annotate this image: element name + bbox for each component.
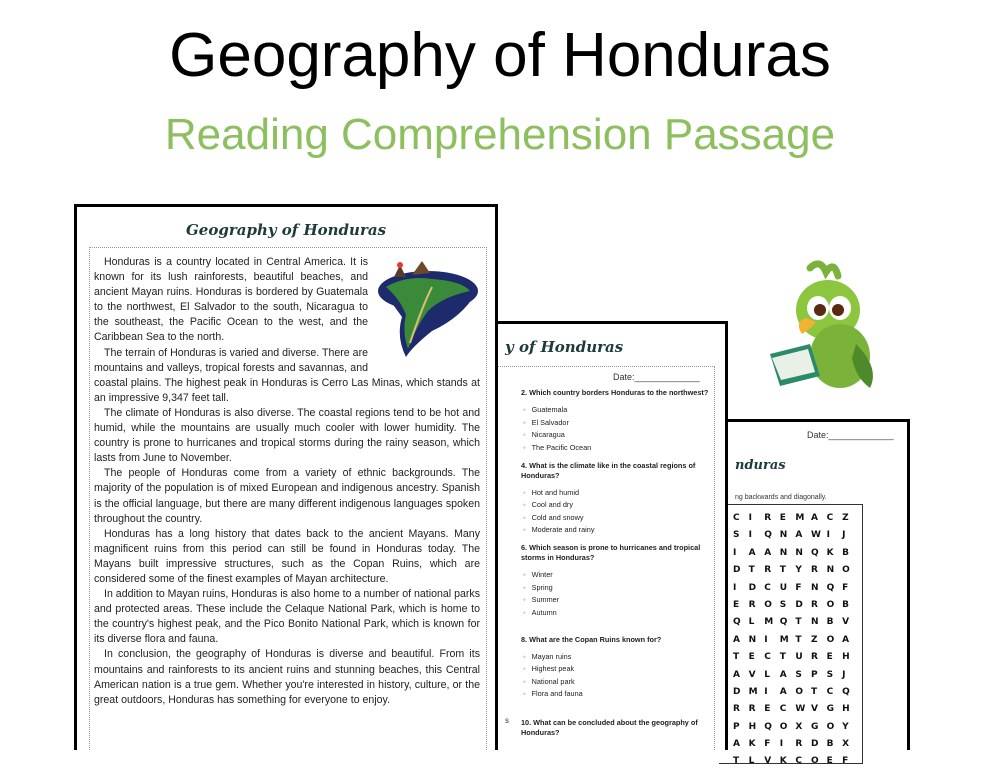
grid-letter: Q — [764, 721, 772, 732]
grid-row — [733, 704, 862, 721]
grid-letter: S — [779, 599, 787, 610]
passage-text — [94, 255, 480, 708]
option-list — [521, 570, 711, 617]
honduras-map-illustration — [372, 257, 480, 361]
grid-letter: N — [779, 530, 788, 541]
grid-letter: I — [733, 582, 737, 593]
grid-letter: G — [810, 721, 819, 732]
grid-letter: O — [826, 599, 835, 610]
grid-row — [733, 513, 862, 530]
grid-letter: T — [795, 634, 802, 645]
grid-letter: D — [733, 686, 741, 697]
grid-letter: N — [748, 634, 757, 645]
grid-row — [733, 756, 862, 773]
grid-row — [733, 722, 862, 739]
grid-letter: T — [733, 756, 740, 767]
grid-letter: R — [733, 704, 740, 715]
grid-letter: N — [810, 582, 819, 593]
grid-row — [733, 739, 862, 756]
grid-letter: T — [748, 565, 755, 576]
grid-letter: T — [733, 652, 740, 663]
grid-letter: I — [748, 530, 752, 541]
grid-letter: D — [795, 599, 803, 610]
grid-letter: R — [748, 599, 756, 610]
paragraph: The climate of Honduras is also diverse. The coastal regions tend to be hot and humid, while the mountains are usually much cooler with lower humidity. The country is prone to hurricanes and tropical storms during the rainy season, which lasts from June to November. — [94, 406, 480, 465]
question: 4. What is the climate like in the coastal regions of Honduras? — [521, 460, 696, 480]
grid-row — [733, 565, 862, 582]
grid-letter: S — [826, 669, 834, 680]
wordsearch-title: nduras — [735, 458, 786, 473]
answer-option[interactable]: ◦ Guatemala — [523, 405, 711, 414]
grid-letter: G — [826, 704, 834, 715]
grid-row — [733, 600, 862, 617]
grid-letter: S — [795, 669, 802, 680]
question: 6. Which season is prone to hurricanes and tropical storms in Honduras? — [521, 543, 701, 562]
question: 8. What are the Copan Ruins known for? — [521, 634, 662, 644]
grid-row — [733, 530, 862, 547]
answer-option[interactable]: ◦ Autumn — [523, 608, 711, 617]
grid-row — [733, 583, 862, 600]
grid-letter: C — [764, 582, 771, 593]
grid-letter: N — [795, 547, 803, 558]
option-list — [521, 652, 711, 699]
answer-option[interactable]: ◦ Hot and humid — [523, 488, 711, 497]
grid-letter: T — [795, 617, 802, 628]
grid-letter: X — [842, 739, 850, 750]
grid-letter: C — [764, 652, 771, 663]
option-list — [521, 405, 711, 452]
grid-letter: K — [748, 739, 756, 750]
paragraph: Honduras has a long history that dates back to the ancient Mayans. Many magnificent ruins from this period can still be found in Honduras today. The Mayans built impressive structures, such as the Copan Ruins, which are considered some of the finest examples of Mayan architecture. — [94, 527, 480, 585]
grid-letter: D — [810, 739, 819, 750]
grid-letter: O — [795, 686, 804, 697]
answer-option[interactable]: ◦ Summer — [523, 595, 711, 604]
option-list — [521, 488, 711, 535]
instruction-text: ng backwards and diagonally. — [735, 494, 827, 501]
grid-letter: V — [810, 704, 818, 715]
grid-letter: H — [842, 704, 850, 715]
grid-letter: M — [764, 617, 774, 628]
grid-letter: Y — [795, 565, 802, 576]
grid-letter: C — [826, 686, 834, 697]
question: 2. Which country borders Honduras to the northwest? — [521, 388, 709, 397]
grid-letter: R — [810, 652, 818, 663]
wordsearch-page — [716, 419, 910, 767]
grid-letter: A — [795, 530, 803, 541]
grid-letter: A — [733, 669, 740, 680]
grid-letter: P — [810, 669, 818, 680]
grid-letter: A — [779, 686, 787, 697]
grid-letter: R — [810, 599, 818, 610]
grid-letter: R — [810, 565, 818, 576]
answer-option[interactable]: ◦ Moderate and rainy — [523, 525, 711, 534]
grid-letter: U — [779, 582, 788, 593]
grid-letter: L — [764, 669, 770, 680]
parrot-reading-book-illustration — [760, 258, 885, 393]
passage-page — [74, 204, 498, 750]
grid-letter: A — [733, 634, 740, 645]
grid-letter: F — [795, 582, 802, 593]
grid-letter: E — [826, 756, 833, 767]
grid-letter: B — [842, 599, 850, 610]
paragraph: In conclusion, the geography of Honduras is diverse and beautiful. From its mountains and rainforests to its ancient ruins and stunning beaches, this Central American nation is a true gem. Whether you're interested in history, culture, or the great outdoors, Honduras has something for everyone to enjoy. — [94, 648, 480, 706]
grid-letter: F — [842, 756, 849, 767]
grid-letter: E — [764, 704, 771, 715]
grid-letter: T — [779, 652, 786, 663]
grid-letter: C — [795, 756, 802, 767]
answer-option[interactable]: ◦ Cool and dry — [523, 500, 711, 509]
grid-letter: I — [748, 513, 752, 523]
grid-letter: H — [842, 652, 850, 663]
grid-letter: I — [779, 739, 784, 750]
grid-letter: K — [779, 756, 787, 767]
quiz-title: y of Honduras — [505, 338, 624, 356]
grid-letter: F — [842, 582, 849, 593]
grid-letter: W — [810, 530, 821, 541]
grid-letter: O — [842, 565, 850, 576]
grid-letter: Z — [810, 634, 818, 645]
grid-letter: N — [779, 547, 788, 558]
question-list — [521, 388, 711, 747]
answer-option[interactable]: ◦ Highest peak — [523, 664, 711, 673]
page-subtitle: Reading Comprehension Passage — [164, 110, 836, 159]
grid-letter: M — [795, 513, 805, 523]
grid-letter: D — [748, 582, 757, 593]
answer-option[interactable]: ◦ Mayan ruins — [523, 652, 711, 661]
grid-letter: R — [764, 513, 772, 523]
date-field: Date:_____________ — [613, 372, 700, 382]
grid-letter: V — [842, 617, 850, 628]
grid-letter: N — [826, 565, 835, 576]
grid-letter: R — [795, 739, 803, 750]
answer-option[interactable]: ◦ Cold and snowy — [523, 513, 711, 522]
answer-option[interactable]: ◦ Flora and fauna — [523, 689, 711, 698]
grid-letter: P — [733, 721, 740, 732]
grid-letter: L — [748, 617, 755, 628]
paragraph: In addition to Mayan ruins, Honduras is also home to a number of national parks and protected areas. These include the Celaque National Park, which is home to the country's highest peak, and the Pico Bonito National Park, which is known for its diverse flora and fauna. — [94, 588, 480, 646]
grid-letter: I — [764, 634, 768, 645]
grid-letter: F — [764, 739, 771, 750]
answer-option[interactable]: ◦ Spring — [523, 583, 711, 592]
grid-letter: E — [826, 652, 833, 663]
grid-letter: M — [748, 686, 758, 697]
grid-row — [733, 687, 862, 704]
word-grid — [719, 504, 863, 767]
date-field: Date:_____________ — [807, 430, 894, 440]
grid-letter: O — [826, 634, 835, 645]
grid-row — [733, 670, 862, 687]
grid-letter: R — [748, 704, 756, 715]
page-title: Geography of Honduras — [169, 21, 831, 90]
grid-letter: T — [779, 565, 786, 576]
answer-option[interactable]: ◦ National park — [523, 677, 711, 686]
grid-letter: A — [779, 669, 787, 680]
grid-letter: V — [748, 669, 756, 680]
grid-letter: C — [779, 704, 787, 715]
grid-letter: O — [779, 721, 788, 732]
grid-letter: L — [748, 756, 755, 767]
paragraph: The people of Honduras come from a variety of ethnic backgrounds. The majority of the population is of mixed European and indigenous ancestry. Spanish is the official language, but there are many different indigenous languages spoken throughout the country. — [94, 467, 480, 525]
grid-letter: I — [764, 686, 768, 697]
grid-letter: O — [764, 599, 772, 610]
answer-option[interactable]: ◦ Nicaragua — [523, 430, 711, 439]
grid-letter: D — [733, 565, 741, 576]
grid-letter: I — [733, 547, 737, 558]
side-fragment: s — [505, 716, 509, 725]
grid-letter: O — [826, 721, 835, 732]
grid-letter: A — [733, 739, 740, 750]
grid-letter: V — [764, 756, 772, 767]
quiz-page — [486, 321, 728, 750]
answer-option[interactable]: ◦ El Salvador — [523, 418, 711, 427]
grid-letter: Q — [826, 582, 835, 593]
grid-row — [733, 548, 862, 565]
grid-letter: E — [733, 599, 740, 610]
grid-letter: T — [810, 686, 818, 697]
grid-letter: E — [748, 652, 755, 663]
answer-option[interactable]: ◦ Winter — [523, 570, 711, 579]
grid-row — [733, 617, 862, 634]
grid-letter: A — [748, 547, 756, 558]
grid-letter: E — [779, 513, 786, 523]
grid-letter: Q — [779, 617, 788, 628]
grid-letter: W — [795, 704, 806, 715]
grid-letter: C — [826, 513, 834, 523]
grid-letter: U — [795, 652, 803, 663]
answer-option[interactable]: ◦ The Pacific Ocean — [523, 443, 711, 452]
grid-row — [733, 635, 862, 652]
grid-letter: C — [733, 513, 740, 523]
question: 10. What can be concluded about the geography of Honduras? — [521, 718, 698, 737]
grid-letter: H — [748, 721, 757, 732]
grid-letter: B — [826, 739, 834, 750]
grid-letter: M — [779, 634, 789, 645]
grid-letter: A — [810, 513, 818, 523]
grid-letter: Q — [842, 686, 850, 697]
grid-letter: A — [764, 547, 772, 558]
grid-letter: B — [842, 547, 850, 558]
grid-letter: Q — [810, 547, 819, 558]
grid-letter: O — [810, 756, 819, 767]
grid-row — [733, 652, 862, 669]
grid-letter: R — [764, 565, 772, 576]
grid-letter: J — [842, 669, 846, 680]
grid-letter: Q — [733, 617, 741, 628]
grid-letter: I — [826, 530, 830, 541]
grid-letter: Y — [842, 721, 849, 732]
grid-letter: N — [810, 617, 819, 628]
grid-letter: A — [842, 634, 850, 645]
paragraph: The terrain of Honduras is varied and diverse. There are mountains and valleys, tropical forests and savannas, and coastal plains. The highest peak in Honduras is Cerro Las Minas, which stands at an impressive 9,347 feet tall. — [94, 346, 480, 404]
grid-letter: B — [826, 617, 834, 628]
grid-letter: Q — [764, 530, 772, 541]
grid-letter: J — [842, 530, 846, 541]
grid-letter: X — [795, 721, 803, 732]
grid-letter: S — [733, 530, 740, 541]
grid-letter: Z — [842, 513, 849, 523]
paragraph: Honduras is a country located in Central America. It is known for its lush rainforests, beautiful beaches, and ancient Mayan ruins. Honduras is bordered by Guatemala to the northwest, El Salvador to the south, Nicaragua to the southeast, the Pacific Ocean to the west, and the Caribbean Sea to the north. — [94, 256, 368, 344]
grid-letter: K — [826, 547, 834, 558]
passage-title: Geography of Honduras — [185, 221, 387, 239]
